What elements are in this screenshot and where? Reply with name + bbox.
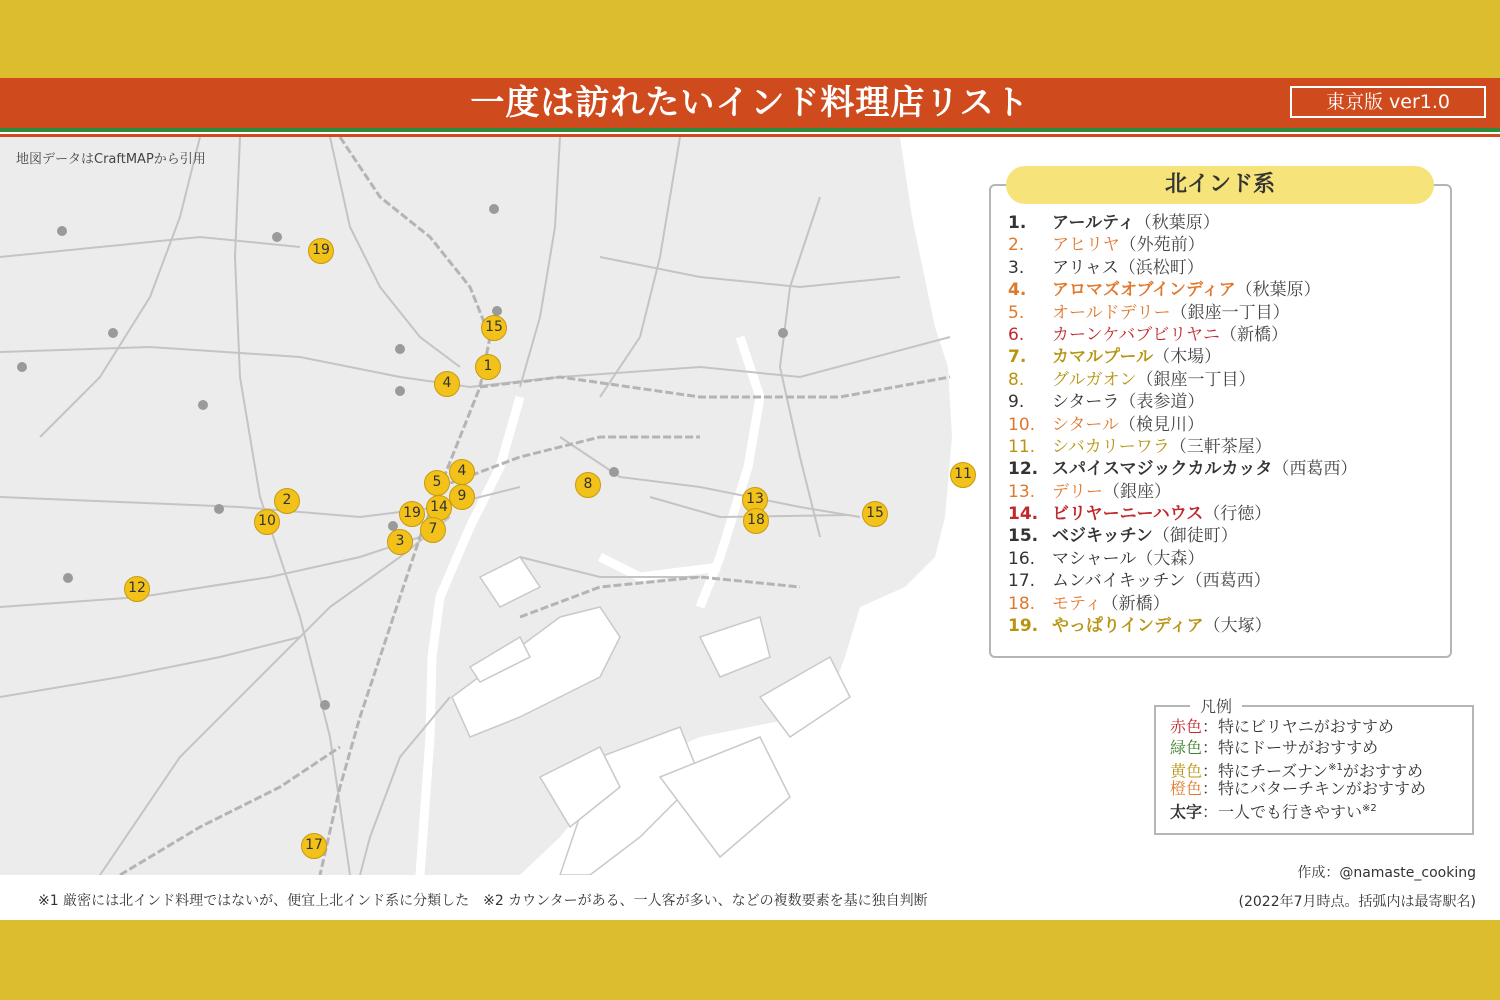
list-item[interactable]: 9. シターラ（表参道） [1008,392,1205,413]
station: （三軒茶屋） [1169,436,1272,457]
station: （西葛西） [1272,459,1358,480]
restaurant-name: やっぱりインディア [1052,616,1204,637]
station: （行徳） [1203,504,1272,525]
restaurant-name: グルガオン [1052,369,1137,390]
map-marker-2[interactable]: 2 [274,488,300,514]
restaurant-name: アリャス [1052,257,1119,278]
map-marker-1[interactable]: 1 [475,354,501,380]
map-marker-4-north[interactable]: 4 [434,371,460,397]
station: （秋葉原） [1235,280,1321,301]
restaurant-name: カーンケバブビリヤニ [1052,324,1220,345]
list-item[interactable]: 3. アリャス（浜松町） [1008,257,1204,278]
restaurant-name: ビリヤーニーハウス [1052,504,1204,525]
list-item[interactable]: 4. アロマズオブインディア（秋葉原） [1008,280,1321,301]
legend-item-green: 緑色：特にドーサがおすすめ [1170,737,1379,757]
restaurant-name: モティ [1052,593,1102,614]
map-credit: 地図データはCraftMAPから引用 [16,152,206,167]
list-item[interactable]: 11. シバカリーワラ（三軒茶屋） [1008,436,1272,457]
list-item[interactable]: 18. モティ（新橋） [1008,593,1170,614]
list-item[interactable]: 2. アヒリヤ（外苑前） [1008,235,1205,256]
map-marker-6[interactable]: 7 [420,517,446,543]
list-item[interactable]: 10. シタール（検見川） [1008,414,1204,435]
top-band [0,0,1500,78]
map-marker-18[interactable]: 19 [399,501,425,527]
map-marker-10[interactable]: 11 [950,462,976,488]
legend-item-orange: 橙色：特にバターチキンがおすすめ [1170,778,1427,798]
map-marker-9[interactable]: 10 [254,509,280,535]
station: （大森） [1136,548,1205,569]
restaurant-name: オールドデリー [1052,302,1171,323]
map-marker-11[interactable]: 12 [124,576,150,602]
restaurant-name: デリー [1052,481,1103,502]
footnote: ※1 厳密には北インド料理ではないが、便宜上北インド系に分類した ※2 カウンターがある、一人客が多い、などの複数要素を基に独自判断 [38,893,928,909]
version-badge: 東京版 ver1.0 [1290,86,1486,118]
map-marker-4[interactable]: 4 [449,459,475,485]
station: （銀座） [1103,481,1171,502]
restaurant-name: カマルプール [1052,347,1154,368]
legend-item-yellow: 黄色：特にチーズナン$^{※1}$がおすすめ [1170,761,1424,781]
map-marker-14[interactable]: 15 [862,501,888,527]
map-marker-16[interactable]: 17 [301,833,327,859]
legend-title: 凡例 [1190,694,1242,717]
map-marker-3[interactable]: 3 [387,529,413,555]
list-item[interactable]: 12. スパイスマジックカルカッタ（西葛西） [1008,459,1358,480]
station: （浜松町） [1118,257,1204,278]
author-credit: 作成：@namaste_cooking [1297,865,1476,881]
list-item[interactable]: 14. ビリヤーニーハウス（行徳） [1008,504,1272,525]
map-marker-5[interactable]: 5 [424,470,450,496]
list-item[interactable]: 1. アールティ（秋葉原） [1008,213,1220,233]
legend-item-red: 赤色：特にビリヤニがおすすめ [1170,717,1394,736]
station: （新橋） [1101,593,1170,614]
restaurant-list [1008,212,1448,637]
map-marker-19[interactable]: 19 [308,238,334,264]
list-item[interactable]: 17. ムンバイキッチン（西葛西） [1008,571,1271,592]
list-item[interactable]: 7. カマルプール（木場） [1008,347,1222,368]
list-item[interactable]: 13. デリー（銀座） [1008,481,1171,502]
list-item[interactable]: 19. やっぱりインディア（大塚） [1008,616,1272,637]
list-item[interactable]: 8. グルガオン（銀座一丁目） [1008,369,1256,390]
list-item[interactable]: 6. カーンケバブビリヤニ（新橋） [1008,324,1288,345]
restaurant-name: スパイスマジックカルカッタ [1052,459,1273,480]
station: （御徒町） [1152,526,1238,547]
list-header: 北インド系 [1006,166,1434,204]
station: （秋葉原） [1134,213,1220,233]
map-marker-17[interactable]: 18 [743,508,769,534]
station: （検見川） [1118,414,1204,435]
station: （表参道） [1119,392,1205,413]
station: （木場） [1153,347,1222,368]
station: （銀座一丁目） [1136,369,1256,390]
map-marker-12[interactable]: 13 [742,487,768,513]
restaurant-name: マシャール [1052,548,1137,569]
legend-item-bold: 太字：一人でも行きやすい$^{※2}$ [1170,802,1377,822]
list-item[interactable]: 15. ベジキッチン（御徒町） [1008,526,1238,547]
list-item[interactable]: 5. オールドデリー（銀座一丁目） [1008,302,1290,323]
map-marker-15[interactable]: 15 [481,315,507,341]
station: （銀座一丁目） [1170,302,1290,323]
restaurant-name: アールティ [1052,213,1135,233]
map-marker-13[interactable]: 14 [426,495,452,521]
map-marker-8[interactable]: 9 [449,484,475,510]
restaurant-name: ムンバイキッチン [1052,571,1186,592]
restaurant-name: シターラ [1052,392,1120,413]
restaurant-name: シバカリーワラ [1052,436,1170,457]
restaurant-name: ベジキッチン [1052,526,1153,547]
station: （西葛西） [1185,571,1271,592]
restaurant-name: シタール [1052,414,1119,435]
station: （外苑前） [1119,235,1205,256]
bottom-band [0,920,1500,1000]
station: （大塚） [1203,616,1272,637]
list-item[interactable]: 16. マシャール（大森） [1008,548,1205,569]
map-marker-7[interactable]: 8 [575,472,601,498]
legend-list [1170,717,1426,820]
restaurant-name: アロマズオブインディア [1052,280,1236,301]
station: （新橋） [1219,324,1288,345]
as-of-note: (2022年7月時点。括弧内は最寄駅名) [1238,894,1476,910]
page-title: 一度は訪れたいインド料理店リスト [470,83,1030,123]
restaurant-name: アヒリヤ [1052,235,1120,256]
